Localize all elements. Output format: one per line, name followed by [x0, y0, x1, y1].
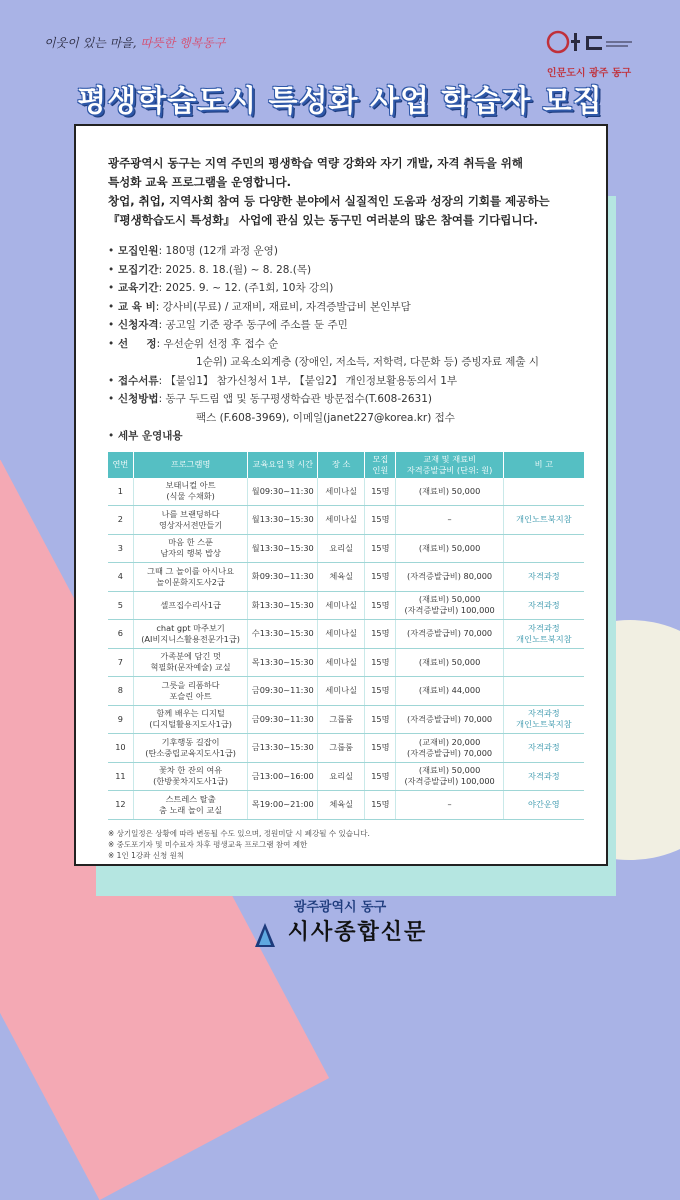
table-cell: 월09:30~11:30: [248, 478, 318, 506]
table-cell: 세미나실: [318, 677, 365, 706]
table-cell: 15명: [365, 620, 396, 649]
table-row: [108, 734, 584, 763]
detail-application: • 신청방법 : 동구 두드림 앱 및 동구평생학습관 방문접수(T.608-2631): [108, 393, 432, 405]
table-cell: 그릇을 리폼하다 포슬린 아트: [133, 677, 248, 706]
table-header-cell: 장 소: [318, 452, 365, 478]
program-table-wrapper: [108, 452, 580, 820]
table-cell: 4: [108, 563, 133, 592]
table-cell: chat gpt 마주보기 (AI비지니스활용전문가1급): [133, 620, 248, 649]
table-cell: 요리실: [318, 762, 365, 791]
table-cell: (자격증발급비) 80,000: [396, 563, 503, 592]
table-cell: 3: [108, 534, 133, 563]
table-cell: 보태니컬 아트 (식물 수채화): [133, 478, 248, 506]
table-cell: 9: [108, 705, 133, 734]
table-cell: 15명: [365, 705, 396, 734]
footer-org: 광주광역시 동구: [293, 900, 387, 915]
table-cell: 자격과정 개인노트북지참: [503, 620, 584, 649]
table-cell: 목19:00~21:00: [248, 791, 318, 820]
table-cell: (자격증발급비) 70,000: [396, 620, 503, 649]
table-cell: [503, 478, 584, 506]
table-header-cell: 모집 인원: [365, 452, 396, 478]
table-cell: 목13:30~15:30: [248, 648, 318, 677]
table-row: [108, 591, 584, 620]
detail-fee: • 교 육 비 : 강사비(무료) / 교재비, 재료비, 자격증발급비 본인부담: [108, 300, 411, 313]
table-cell: 세미나실: [318, 648, 365, 677]
table-cell: 월13:30~15:30: [248, 506, 318, 535]
table-cell: (재료비) 50,000 (자격증발급비) 100,000: [396, 591, 503, 620]
table-cell: 10: [108, 734, 133, 763]
table-cell: 15명: [365, 734, 396, 763]
table-cell: 금09:30~11:30: [248, 677, 318, 706]
table-header-cell: 교육요일 및 시간: [248, 452, 318, 478]
notice-card: [74, 124, 608, 866]
table-cell: 15명: [365, 563, 396, 592]
table-cell: 7: [108, 648, 133, 677]
page-title: 평생학습도시 특성화 사업 학습자 모집: [77, 84, 603, 119]
table-cell: –: [396, 506, 503, 535]
table-cell: 나를 브랜딩하다 영상자서전만들기: [133, 506, 248, 535]
table-cell: 금13:30~15:30: [248, 734, 318, 763]
table-cell: 15명: [365, 762, 396, 791]
details-list: [108, 242, 580, 446]
newspaper-logo-icon: [253, 921, 277, 949]
footnote: ※ 중도포기자 및 미수료자 차후 평생교육 프로그램 참여 제한: [108, 839, 308, 849]
detail-documents: • 접수서류 : 【붙임1】 참가신청서 1부, 【붙임2】 개인정보활용동의서 1부: [108, 374, 458, 387]
table-cell: 수13:30~15:30: [248, 620, 318, 649]
table-cell: 요리실: [318, 534, 365, 563]
table-cell: 15명: [365, 478, 396, 506]
table-cell: 자격과정 개인노트북지참: [503, 705, 584, 734]
table-cell: 세미나실: [318, 506, 365, 535]
table-cell: 15명: [365, 506, 396, 535]
detail-recruit-count: • 모집인원 : 180명 (12개 과정 운영): [108, 245, 278, 257]
detail-eligibility: • 신청자격 : 공고일 기준 광주 동구에 주소를 둔 주민: [108, 319, 348, 331]
table-cell: [503, 648, 584, 677]
table-cell: 화13:30~15:30: [248, 591, 318, 620]
table-row: [108, 506, 584, 535]
detail-selection: • 선 정 : 우선순위 선정 후 접수 순: [108, 337, 279, 350]
table-row: [108, 534, 584, 563]
table-cell: 15명: [365, 677, 396, 706]
table-row: [108, 563, 584, 592]
table-row: [108, 648, 584, 677]
intro-line: 광주광역시 동구는 지역 주민의 평생학습 역량 강화와 자기 개발, 자격 취득을 위해: [108, 156, 524, 170]
table-cell: 그때 그 놀이를 아시나요 놀이문화지도사2급: [133, 563, 248, 592]
slogan: [44, 34, 225, 51]
table-cell: 2: [108, 506, 133, 535]
table-cell: (재료비) 50,000: [396, 478, 503, 506]
table-cell: 꽃차 한 잔의 여유 (한방꽃차지도사1급): [133, 762, 248, 791]
table-cell: (재료비) 44,000: [396, 677, 503, 706]
table-cell: 자격과정: [503, 563, 584, 592]
slogan-highlight: 따뜻한 행복동구: [140, 36, 226, 50]
table-cell: (재료비) 50,000: [396, 648, 503, 677]
table-cell: 세미나실: [318, 620, 365, 649]
table-cell: [503, 677, 584, 706]
table-header-cell: 비 고: [503, 452, 584, 478]
detail-recruit-period: • 모집기간 : 2025. 8. 18.(월) ~ 8. 28.(목): [108, 263, 312, 276]
table-cell: 세미나실: [318, 478, 365, 506]
table-cell: (재료비) 50,000 (자격증발급비) 100,000: [396, 762, 503, 791]
table-cell: 자격과정: [503, 591, 584, 620]
program-table: [108, 452, 584, 820]
intro-paragraph: [108, 154, 580, 230]
table-cell: 체육실: [318, 791, 365, 820]
table-row: [108, 677, 584, 706]
table-cell: 5: [108, 591, 133, 620]
table-body: [108, 478, 584, 820]
table-header-cell: 교재 및 재료비 자격증발급비 (단위: 원): [396, 452, 503, 478]
table-header-row: [108, 452, 584, 478]
table-cell: 15명: [365, 534, 396, 563]
table-cell: 자격과정: [503, 762, 584, 791]
detail-application-contact: 팩스 (F.608-3969), 이메일(janet227@korea.kr) 접수: [196, 411, 455, 424]
detail-education-period: • 교육기간 : 2025. 9. ~ 12. (주1회, 10차 강의): [108, 282, 334, 294]
table-cell: 그룹룸: [318, 705, 365, 734]
footnote: ※ 상기일정은 상황에 따라 변동될 수도 있으며, 정원미달 시 폐강될 수 있습니다.: [108, 828, 370, 838]
detail-schedule-heading: • 세부 운영내용: [108, 430, 183, 442]
intro-line: 특성화 교육 프로그램을 운영합니다.: [108, 175, 292, 189]
table-row: [108, 762, 584, 791]
table-cell: 금13:00~16:00: [248, 762, 318, 791]
table-header-cell: 연번: [108, 452, 133, 478]
detail-selection-priority: 1순위) 교육소외계층 (장애인, 저소득, 저학력, 다문화 등) 증빙자료 제출 시: [196, 356, 540, 368]
intro-line: 『평생학습도시 특성화』 사업에 관심 있는 동구민 여러분의 많은 참여를 기다립니다.: [108, 213, 538, 227]
table-cell: 12: [108, 791, 133, 820]
table-header-cell: 프로그램명: [133, 452, 248, 478]
table-row: [108, 620, 584, 649]
table-cell: 셀프집수리사1급: [133, 591, 248, 620]
top-strip: [0, 0, 680, 24]
slogan-prefix: 이웃이 있는 마을,: [44, 36, 137, 50]
donggu-logo: [544, 28, 634, 79]
table-cell: 8: [108, 677, 133, 706]
table-cell: 월13:30~15:30: [248, 534, 318, 563]
table-cell: 자격과정: [503, 734, 584, 763]
table-cell: 야간운영: [503, 791, 584, 820]
table-cell: 개인노트북지참: [503, 506, 584, 535]
footnote: ※ 1인 1강좌 신청 원칙: [108, 850, 185, 860]
table-cell: 그룹룸: [318, 734, 365, 763]
table-cell: 세미나실: [318, 591, 365, 620]
table-cell: 가족분에 담긴 멋 혁필화(문자예술) 교실: [133, 648, 248, 677]
table-cell: [503, 534, 584, 563]
table-cell: 화09:30~11:30: [248, 563, 318, 592]
table-cell: (재료비) 50,000: [396, 534, 503, 563]
table-cell: 15명: [365, 648, 396, 677]
table-cell: 금09:30~11:30: [248, 705, 318, 734]
table-cell: 11: [108, 762, 133, 791]
humanities-city-logo-icon: [544, 28, 634, 58]
table-cell: 6: [108, 620, 133, 649]
table-row: [108, 705, 584, 734]
table-cell: (교재비) 20,000 (자격증발급비) 70,000: [396, 734, 503, 763]
footer: [0, 896, 680, 949]
intro-line: 창업, 취업, 지역사회 참여 등 다양한 분야에서 실질적인 도움과 성장의 기회를 제공하는: [108, 194, 550, 208]
footer-newspaper-name: 시사종합신문: [287, 920, 428, 945]
table-cell: 1: [108, 478, 133, 506]
footnotes: [108, 828, 580, 861]
table-row: [108, 791, 584, 820]
table-row: [108, 478, 584, 506]
table-cell: 기후행동 길잡이 (탄소중립교육지도사1급): [133, 734, 248, 763]
table-cell: 스트레스 탈출 춤 노래 놀이 교실: [133, 791, 248, 820]
logo-text: 인문도시 광주 동구: [546, 68, 632, 79]
table-cell: (자격증발급비) 70,000: [396, 705, 503, 734]
table-cell: 함께 배우는 디지털 (디지털활용지도사1급): [133, 705, 248, 734]
table-cell: 15명: [365, 591, 396, 620]
table-cell: 마음 한 스푼 남자의 행복 밥상: [133, 534, 248, 563]
table-cell: –: [396, 791, 503, 820]
table-cell: 체육실: [318, 563, 365, 592]
table-cell: 15명: [365, 791, 396, 820]
